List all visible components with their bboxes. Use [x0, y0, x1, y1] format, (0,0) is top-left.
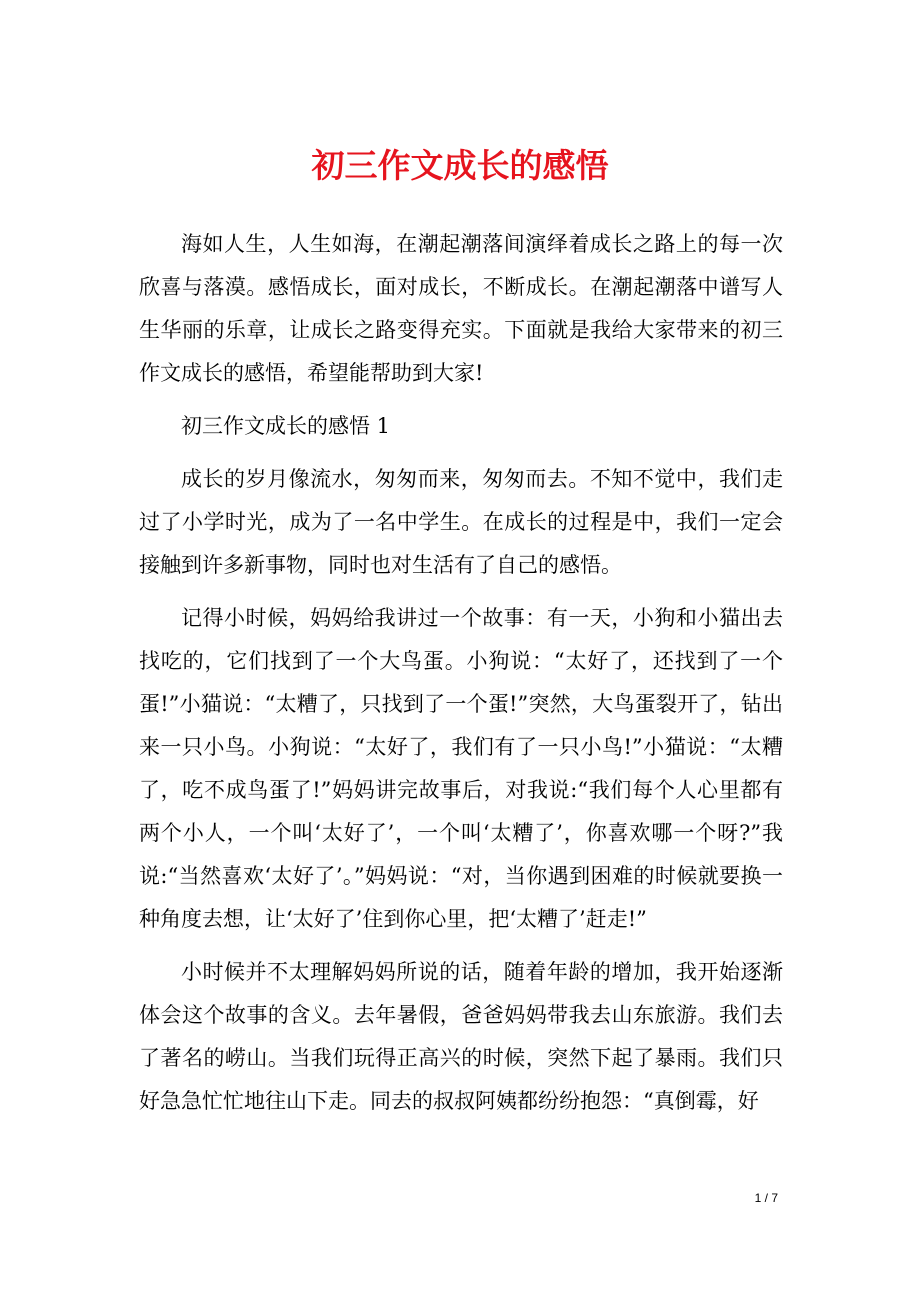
paragraph-intro: 海如人生，人生如海，在潮起潮落间演绎着成长之路上的每一次欣喜与落漠。感悟成长，面对成长，不断成长。在潮起潮落中谱写人生华丽的乐章，让成长之路变得充实。下面就是我给大家带来的初三作文成长的感悟，希望能帮助到大家!: [139, 232, 783, 385]
document-body: [139, 223, 783, 1133]
document-title: 初三作文成长的感悟: [311, 146, 609, 185]
paragraph: 成长的岁月像流水，匆匆而来，匆匆而去。不知不觉中，我们走过了小学时光，成为了一名中学生。在成长的过程是中，我们一定会接触到许多新事物，同时也对生活有了自己的感悟。: [139, 467, 783, 577]
page-number: 1 / 7: [754, 1191, 778, 1205]
paragraph: 小时候并不太理解妈妈所说的话，随着年龄的增加，我开始逐渐体会这个故事的含义。去年暑假，爸爸妈妈带我去山东旅游。我们去了著名的崂山。当我们玩得正高兴的时候，突然下起了暴雨。我们只好急急忙忙地往山下走。同去的叔叔阿姨都纷纷抱怨：“真倒霉，好: [139, 960, 783, 1113]
paragraph: 记得小时候，妈妈给我讲过一个故事：有一天，小狗和小猫出去找吃的，它们找到了一个大鸟蛋。小狗说：“太好了，还找到了一个蛋!”小猫说：“太糟了，只找到了一个蛋!”突然，大鸟蛋裂开了，钻出来一只小鸟。小狗说：“太好了，我们有了一只小鸟!”小猫说：“太糟了，吃不成鸟蛋了!”妈妈讲完故事后，对我说:“我们每个人心里都有两个小人，一个叫‘太好了’，一个叫‘太糟了’，你喜欢哪一个呀?”我说:“当然喜欢‘太好了’。”妈妈说：“对，当你遇到困难的时候就要换一种角度去想，让‘太好了’住到你心里，把‘太糟了’赶走!”: [139, 606, 783, 931]
section-heading: 初三作文成长的感悟 1: [181, 414, 391, 438]
